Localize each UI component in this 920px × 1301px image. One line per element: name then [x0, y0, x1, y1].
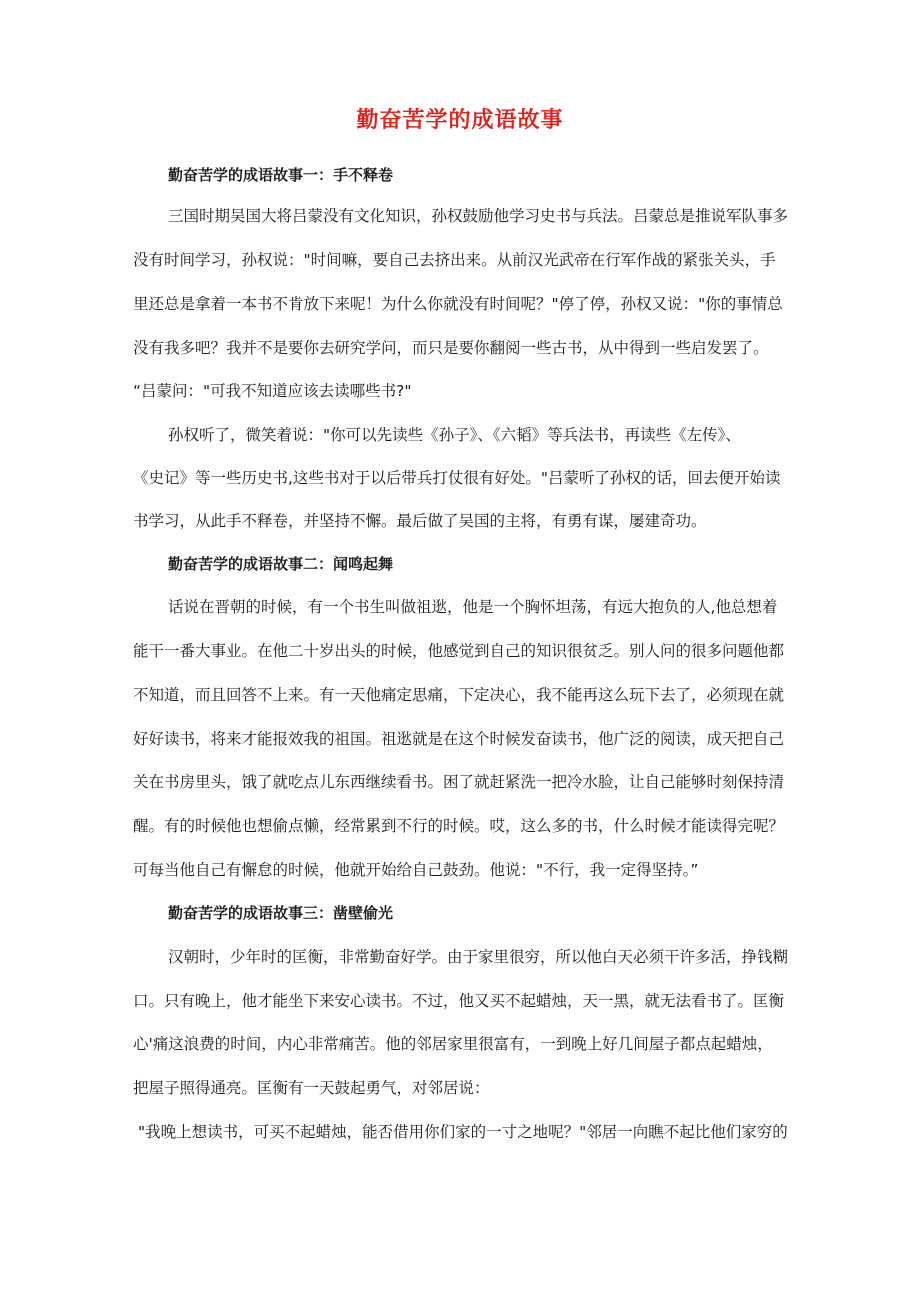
- paragraph-line: 孙权听了，微笑着说："你可以先读些《孙子》、《六韬》等兵法书，再读些《左传》、: [168, 426, 741, 444]
- paragraph-line: 好好读书，将来才能报效我的祖国。祖逖就是在这个时候发奋读书，他广泛的阅读，成天把自己: [133, 730, 785, 748]
- paragraph-line: 话说在晋朝的时候，有一个书生叫做祖逖，他是一个胸怀坦荡，有远大抱负的人,他总想着: [168, 598, 778, 616]
- paragraph-line: 不知道，而且回答不上来。有一天他痛定思痛，下定决心，我不能再这么玩下去了，必须现在就: [133, 686, 785, 704]
- paragraph-line: 《史记》等一些历史书,这些书对于以后带兵打仗很有好处。"吕蒙听了孙权的话，回去便开始读: [133, 469, 781, 487]
- paragraph-line: “吕蒙问："可我不知道应该去读哪些书?": [133, 382, 412, 400]
- paragraph-line: 心'痛这浪费的时间，内心非常痛苦。他的邻居家里很富有，一到晚上好几间屋子都点起蜡烛，: [133, 1035, 773, 1053]
- paragraph-line: 可每当他自己有懈怠的时候，他就开始给自己鼓劲。他说："不行，我一定得坚持。”: [133, 861, 699, 879]
- paragraph-line: 把屋子照得通亮。匡衡有一天鼓起勇气，对邻居说：: [133, 1079, 490, 1097]
- page-title: 勤奋苦学的成语故事: [356, 108, 564, 133]
- paragraph-line: 里还总是拿着一本书不肯放下来呢！为什么你就没有时间呢？"停了停，孙权又说："你的事情总: [133, 295, 783, 313]
- paragraph-line: 三国时期吴国大将吕蒙没有文化知识，孙权鼓励他学习史书与兵法。吕蒙总是推说军队事多: [168, 207, 789, 225]
- section-heading-3: 勤奋苦学的成语故事三：凿壁偷光: [168, 904, 394, 922]
- paragraph-line: 口。只有晚上，他才能坐下来安心读书。不过，他又买不起蜡烛，天一黑，就无法看书了。匡衡: [133, 992, 785, 1010]
- paragraph-line: 没有时间学习，孙权说："时间嘛，要自己去挤出来。从前汉光武帝在行军作战的紧张关头，手: [133, 251, 776, 269]
- paragraph-line: 汉朝时，少年时的匡衡，非常勤奋好学。由于家里很穷，所以他白天必须干许多活，挣钱糊: [168, 948, 789, 966]
- section-heading-1: 勤奋苦学的成语故事一：手不释卷: [168, 166, 394, 184]
- paragraph-line: 关在书房里头，饿了就吃点儿东西继续看书。困了就赶紧洗一把冷水脸，让自己能够时刻保持清: [133, 773, 785, 791]
- paragraph-line: "我晚上想读书，可买不起蜡烛，能否借用你们家的一寸之地呢？"邻居一向瞧不起比他们家穷的: [138, 1123, 788, 1141]
- paragraph-line: 没有我多吧？我并不是要你去研究学问，而只是要你翻阅一些古书，从中得到一些启发罢了。: [133, 339, 769, 357]
- section-heading-2: 勤奋苦学的成语故事二：闻鸣起舞: [168, 555, 394, 573]
- paragraph-line: 能干一番大事业。在他二十岁出头的时候，他感觉到自己的知识很贫乏。别人问的很多问题他都: [133, 642, 785, 660]
- paragraph-line: 醒。有的时候他也想偷点懒，经常累到不行的时候。哎，这么多的书，什么时候才能读得完呢？: [133, 817, 785, 835]
- paragraph-line: 书学习，从此手不释卷，并坚持不懈。最后做了吴国的主将，有勇有谋，屡建奇功。: [133, 512, 707, 530]
